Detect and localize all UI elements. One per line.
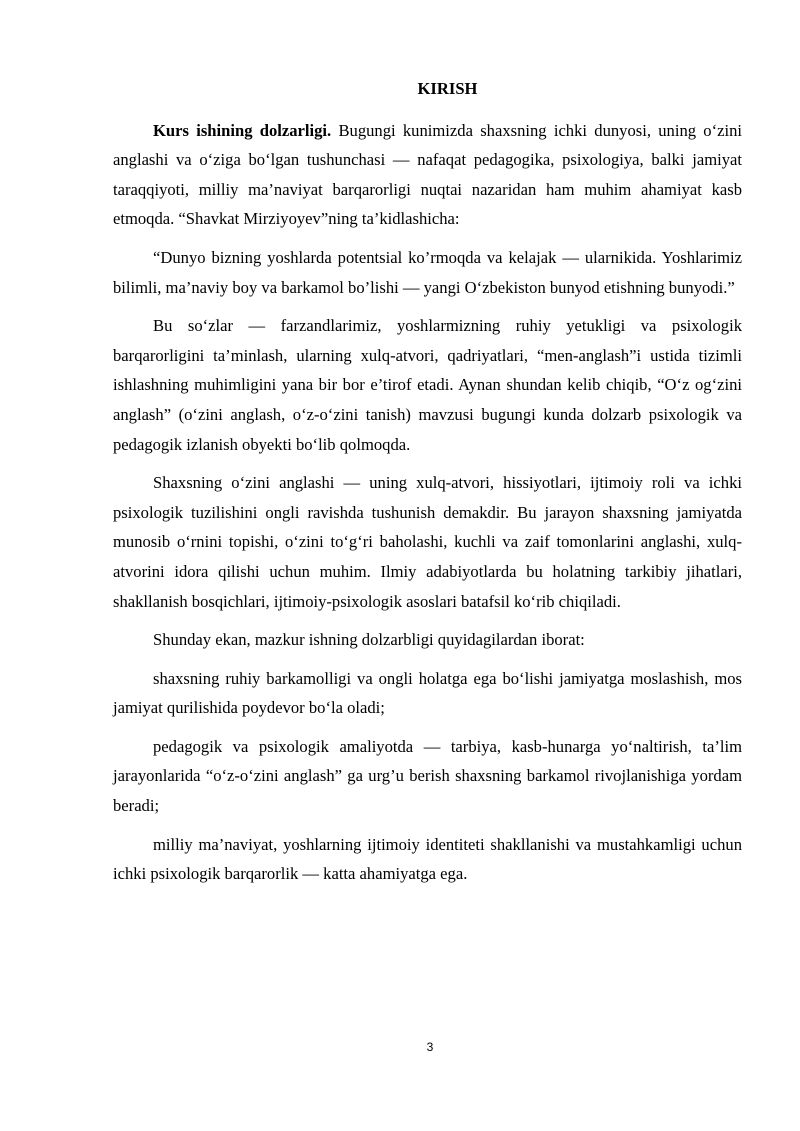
paragraph-3 — [113, 311, 742, 459]
paragraph-7 — [113, 732, 742, 821]
paragraph-2-quote — [113, 243, 742, 302]
page-number: 3 — [426, 1040, 434, 1054]
paragraph-text: Bu so‘zlar — farzandlarimiz, yoshlarmizning ruhiy yetukligi va psixologik barqarorligini ta’minlash, ularning xulq-atvori, qadriyatlari, “men-anglash”i ustida tizimli ishlashning muhimligini yana bir bor e’tirof etadi. Aynan shundan kelib chiqib, “O‘z og‘zini anglash” (o‘zini anglash, o‘z-o‘zini tanish) mavzusi bugungi kunda dolzarb psixologik va pedagogik izlanish obyekti bo‘lib qolmoqda. — [113, 316, 742, 454]
paragraph-text: pedagogik va psixologik amaliyotda — tarbiya, kasb-hunarga yo‘naltirish, ta’lim jarayonlarida “o‘z-o‘zini anglash” ga urg’u berish shaxsning barkamol rivojlanishiga yordam beradi; — [113, 736, 742, 816]
paragraph-text: Shunday ekan, mazkur ishning dolzarbligi quyidagilardan iborat: — [153, 630, 585, 650]
paragraph-text: milliy ma’naviyat, yoshlarning ijtimoiy identiteti shakllanishi va mustahkamligi uchun ichki psixologik barqarorlik — katta ahamiyatga ega. — [113, 834, 742, 884]
section-title: KIRISH — [417, 79, 478, 98]
paragraph-text: “Dunyo bizning yoshlarda potentsial ko’rmoqda va kelajak — ularnikida. Yoshlarimiz bilimli, ma’naviy boy va barkamol bo’lishi — yangi O‘zbekiston bunyod etishning bunyodi.” — [113, 247, 742, 297]
paragraph-lead: Kurs ishining dolzarligi. — [153, 120, 332, 140]
paragraph-4 — [113, 468, 742, 616]
paragraph-5 — [113, 625, 742, 655]
paragraph-text: Shaxsning o‘zini anglashi — uning xulq-atvori, hissiyotlari, ijtimoiy roli va ichki psixologik tuzilishini ongli ravishda tushunish demakdir. Bu jarayon shaxsning jamiyatda munosib o‘rnini topishi, o‘zini to‘g‘ri baholashi, kuchli va zaif tomonlarini anglashi, xulq-atvorini idora qilishi uchun muhim. Ilmiy adabiyotlarda bu holatning tarkibiy jihatlari, shakllanish bosqichlari, ijtimoiy-psixologik asoslari batafsil ko‘rib chiqiladi. — [113, 473, 742, 611]
paragraph-1 — [113, 116, 742, 234]
paragraph-text: Bugungi kunimizda shaxsning ichki dunyosi, uning o‘zini anglashi va o‘ziga bo‘lgan tushunchasi — nafaqat pedagogika, psixologiya, balki jamiyat taraqqiyoti, milliy ma’naviyat barqarorligi nuqtai nazaridan ham muhim ahamiyat kasb etmoqda. “Shavkat Mirziyoyev”ning ta’kidlashicha: — [113, 120, 742, 229]
paragraph-8 — [113, 830, 742, 889]
paragraph-6 — [113, 664, 742, 723]
paragraph-text: shaxsning ruhiy barkamolligi va ongli holatga ega bo‘lishi jamiyatga moslashish, mos jamiyat qurilishida poydevor bo‘la oladi; — [113, 668, 742, 718]
page-content — [113, 74, 742, 898]
